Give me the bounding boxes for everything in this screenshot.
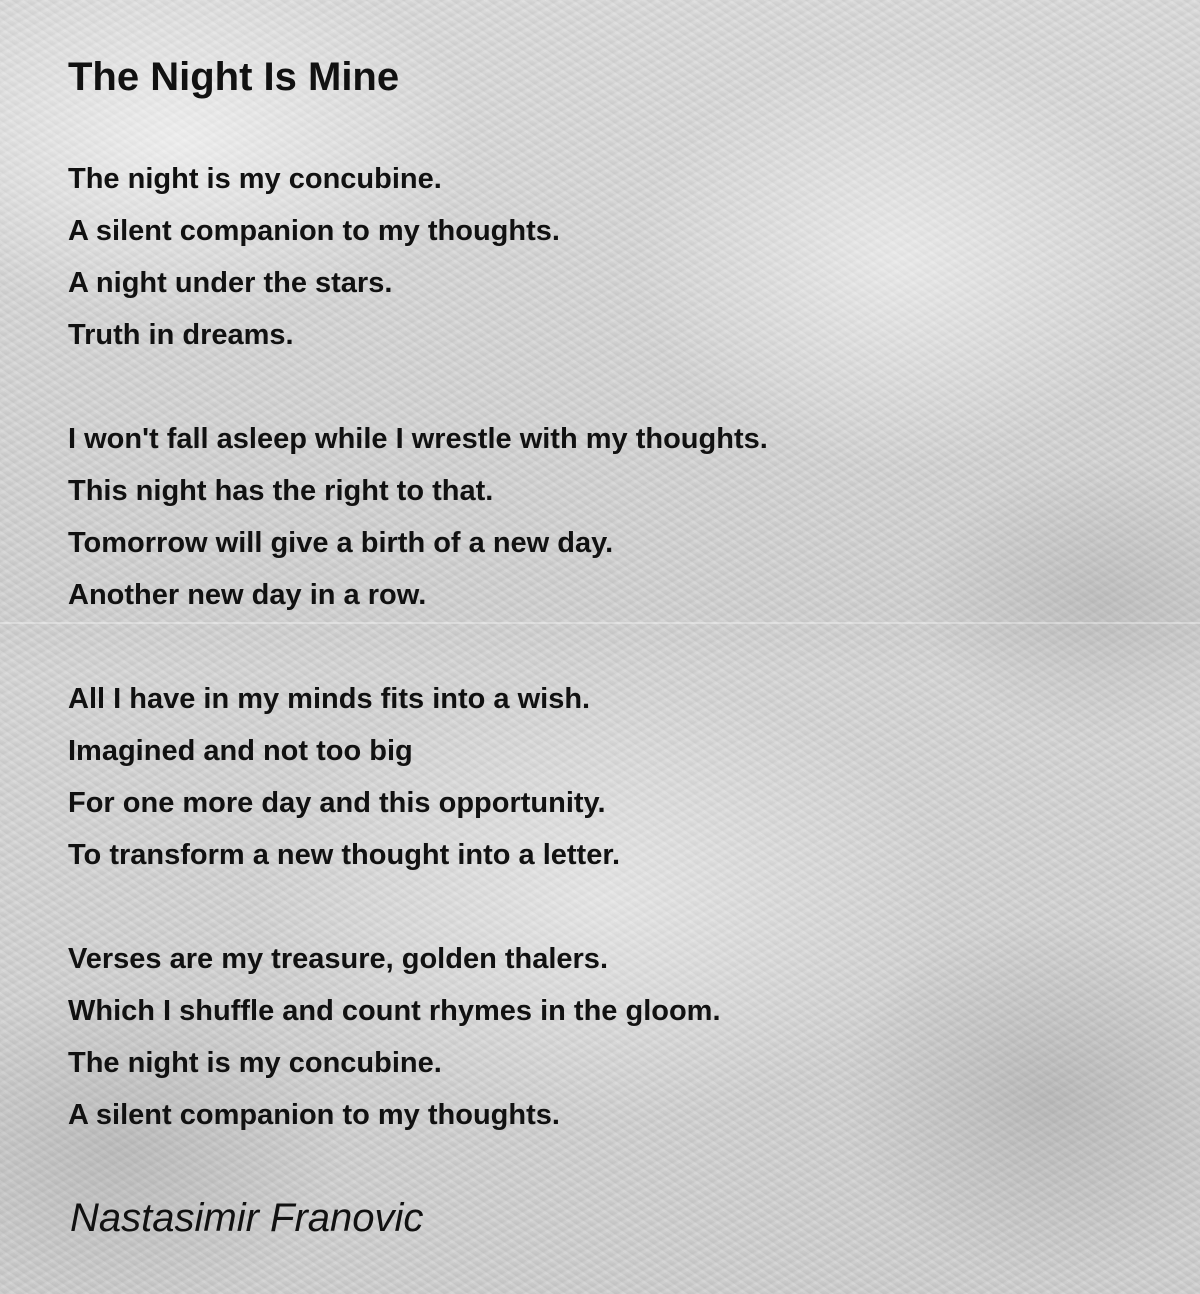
poem-line: Another new day in a row.	[68, 579, 427, 611]
poem-line: Tomorrow will give a birth of a new day.	[68, 527, 614, 559]
poem-body	[68, 153, 768, 1193]
poem-line: For one more day and this opportunity.	[68, 787, 606, 819]
poem-line: To transform a new thought into a letter.	[68, 839, 621, 871]
poem-line: Verses are my treasure, golden thalers.	[68, 943, 608, 975]
stanza-1	[68, 153, 768, 361]
poem-line: A night under the stars.	[68, 267, 393, 299]
poem-line: All I have in my minds fits into a wish.	[68, 683, 591, 715]
stanza-3	[68, 673, 768, 881]
poem-line: A silent companion to my thoughts.	[68, 1099, 560, 1131]
poem-line: The night is my concubine.	[68, 1047, 442, 1079]
poem-line: Imagined and not too big	[68, 735, 413, 767]
poem-line: I won't fall asleep while I wrestle with my thoughts.	[68, 423, 768, 455]
poem-line: The night is my concubine.	[68, 163, 442, 195]
poem-line: This night has the right to that.	[68, 475, 494, 507]
poem-title: The Night Is Mine	[68, 55, 400, 99]
stanza-2	[68, 413, 768, 621]
stanza-4	[68, 933, 768, 1141]
poem-line: A silent companion to my thoughts.	[68, 215, 560, 247]
poem-line: Truth in dreams.	[68, 319, 294, 351]
poem-author: Nastasimir Franovic	[70, 1196, 424, 1240]
poem-line: Which I shuffle and count rhymes in the gloom.	[68, 995, 721, 1027]
